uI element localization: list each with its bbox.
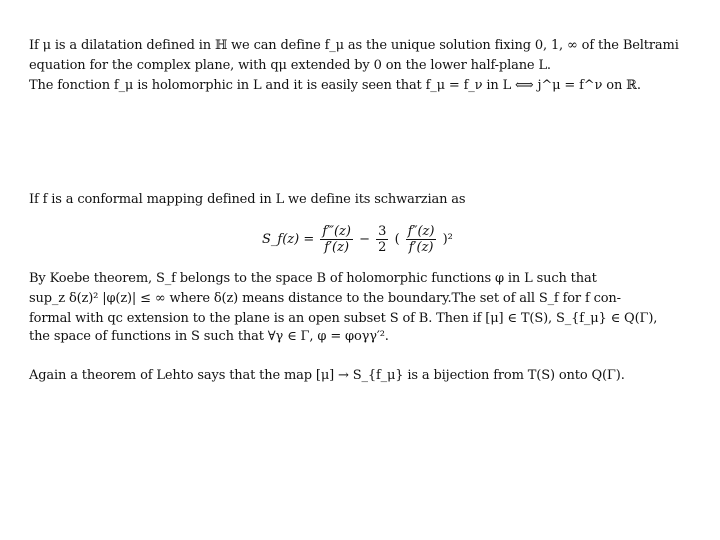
- formula-fraction-3: [406, 224, 437, 255]
- fraction-3-denominator: f′(z): [408, 240, 434, 255]
- paragraph-2-line-1: By Koebe theorem, S_f belongs to the space B of holomorphic functions φ in L such that: [29, 271, 597, 286]
- fraction-2-denominator: 2: [378, 240, 387, 255]
- paragraph-2-line-4: the space of functions in S such that ∀γ ∈ Γ, φ = φoγγ′².: [29, 329, 389, 344]
- paragraph-1-line-3: The fonction f_μ is holomorphic in L and it is easily seen that f_μ = f_ν in L ⟺ j^μ = f^ν on ℝ.: [29, 78, 641, 93]
- schwarzian-formula: [262, 224, 453, 264]
- fraction-3-numerator: f″(z): [407, 224, 435, 239]
- formula-paren-close: )²: [442, 232, 453, 247]
- paragraph-1-line-1: If μ is a dilatation defined in ℍ we can define f_μ as the unique solution fixing 0, 1, ∞ of the Beltrami: [29, 38, 679, 53]
- fraction-1-numerator: f‴(z): [322, 224, 351, 239]
- schwarzian-intro: If f is a conformal mapping defined in L we define its schwarzian as: [29, 192, 466, 207]
- paragraph-2-line-2: sup_z δ(z)² |φ(z)| ≤ ∞ where δ(z) means distance to the boundary.The set of all S_f for f con-: [29, 291, 621, 306]
- fraction-1-denominator: f′(z): [324, 240, 350, 255]
- formula-paren-open: (: [394, 232, 400, 247]
- paragraph-3-line-1: Again a theorem of Lehto says that the map [μ] → S_{f_μ} is a bijection from T(S) onto Q(Γ).: [29, 368, 625, 383]
- fraction-2-numerator: 3: [378, 224, 387, 239]
- paragraph-1-line-2: equation for the complex plane, with qμ extended by 0 on the lower half-plane L.: [29, 58, 551, 73]
- formula-fraction-1: [320, 224, 353, 255]
- formula-minus: −: [359, 232, 371, 247]
- formula-fraction-2: [376, 224, 388, 255]
- paragraph-2-line-3: formal with qc extension to the plane is an open subset S of B. Then if [μ] ∈ T(S), S_{f_μ} ∈ Q(Γ),: [29, 311, 658, 326]
- formula-lhs: S_f(z) =: [262, 232, 315, 247]
